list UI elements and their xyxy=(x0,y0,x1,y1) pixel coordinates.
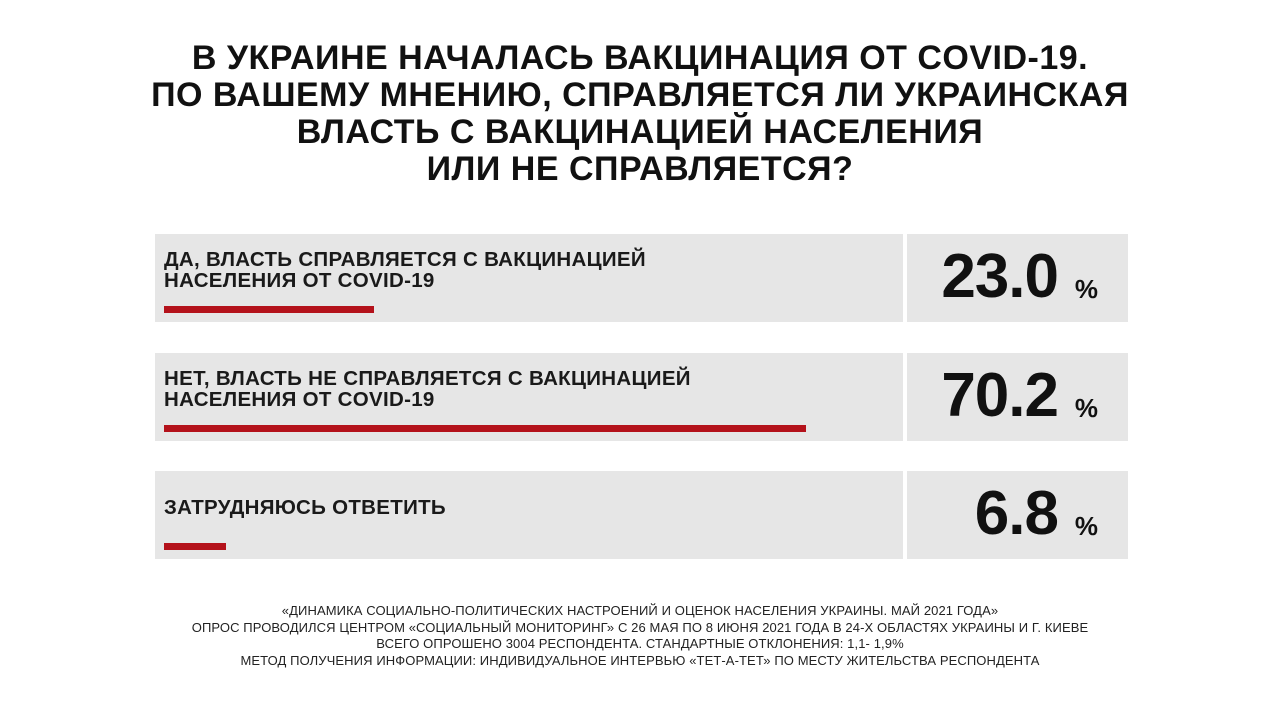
answer-bar xyxy=(164,425,806,432)
answer-value: 6.8 xyxy=(974,479,1058,548)
percent-sign: % xyxy=(1074,274,1098,304)
chart-title-line: В УКРАИНЕ НАЧАЛАСЬ ВАКЦИНАЦИЯ ОТ COVID-19. xyxy=(191,39,1089,77)
answer-row-no xyxy=(155,353,1128,441)
answer-value-panel xyxy=(907,234,1128,322)
answer-label-line: НАСЕЛЕНИЯ ОТ COVID-19 xyxy=(164,269,435,292)
answer-value: 23.0 xyxy=(941,242,1058,311)
chart-title-line: ПО ВАШЕМУ МНЕНИЮ, СПРАВЛЯЕТСЯ ЛИ УКРАИНСКАЯ xyxy=(151,76,1129,114)
answer-label xyxy=(164,497,884,518)
survey-footnote xyxy=(0,603,1280,669)
answer-label xyxy=(164,368,884,410)
footnote-line: ВСЕГО ОПРОШЕНО 3004 РЕСПОНДЕНТА. СТАНДАРТНЫЕ ОТКЛОНЕНИЯ: 1,1- 1,9% xyxy=(376,636,904,651)
answer-label xyxy=(164,249,884,291)
answer-value-panel xyxy=(907,471,1128,559)
percent-sign: % xyxy=(1074,393,1098,423)
answer-label-panel xyxy=(155,234,903,322)
answer-row-undecided xyxy=(155,471,1128,559)
answer-bar xyxy=(164,306,374,313)
footnote-line: «ДИНАМИКА СОЦИАЛЬНО-ПОЛИТИЧЕСКИХ НАСТРОЕНИЙ И ОЦЕНОК НАСЕЛЕНИЯ УКРАИНЫ. МАЙ 2021 ГОДА» xyxy=(281,603,999,618)
chart-title-line: ВЛАСТЬ С ВАКЦИНАЦИЕЙ НАСЕЛЕНИЯ xyxy=(296,113,984,151)
answer-label-line: ДА, ВЛАСТЬ СПРАВЛЯЕТСЯ С ВАКЦИНАЦИЕЙ xyxy=(164,248,646,271)
answer-label-line: НЕТ, ВЛАСТЬ НЕ СПРАВЛЯЕТСЯ С ВАКЦИНАЦИЕЙ xyxy=(164,367,691,390)
answer-label-panel xyxy=(155,353,903,441)
answer-row-yes xyxy=(155,234,1128,322)
chart-title xyxy=(0,40,1280,188)
percent-sign: % xyxy=(1074,511,1098,541)
chart-title-line: ИЛИ НЕ СПРАВЛЯЕТСЯ? xyxy=(426,150,854,188)
answer-label-line: ЗАТРУДНЯЮСЬ ОТВЕТИТЬ xyxy=(164,496,446,519)
footnote-line: МЕТОД ПОЛУЧЕНИЯ ИНФОРМАЦИИ: ИНДИВИДУАЛЬНОЕ ИНТЕРВЬЮ «ТЕТ-А-ТЕТ» ПО МЕСТУ ЖИТЕЛЬСТВА РЕСПОНДЕНТА xyxy=(240,652,1040,668)
answer-value: 70.2 xyxy=(941,361,1058,430)
answer-bar xyxy=(164,543,226,550)
answer-value-panel xyxy=(907,353,1128,441)
footnote-line: ОПРОС ПРОВОДИЛСЯ ЦЕНТРОМ «СОЦИАЛЬНЫЙ МОНИТОРИНГ» С 26 МАЯ ПО 8 ИЮНЯ 2021 ГОДА В 24-Х ОБЛАСТЯХ УКРАИНЫ И Г. КИЕВЕ xyxy=(191,619,1089,635)
answer-label-line: НАСЕЛЕНИЯ ОТ COVID-19 xyxy=(164,388,435,411)
answer-label-panel xyxy=(155,471,903,559)
